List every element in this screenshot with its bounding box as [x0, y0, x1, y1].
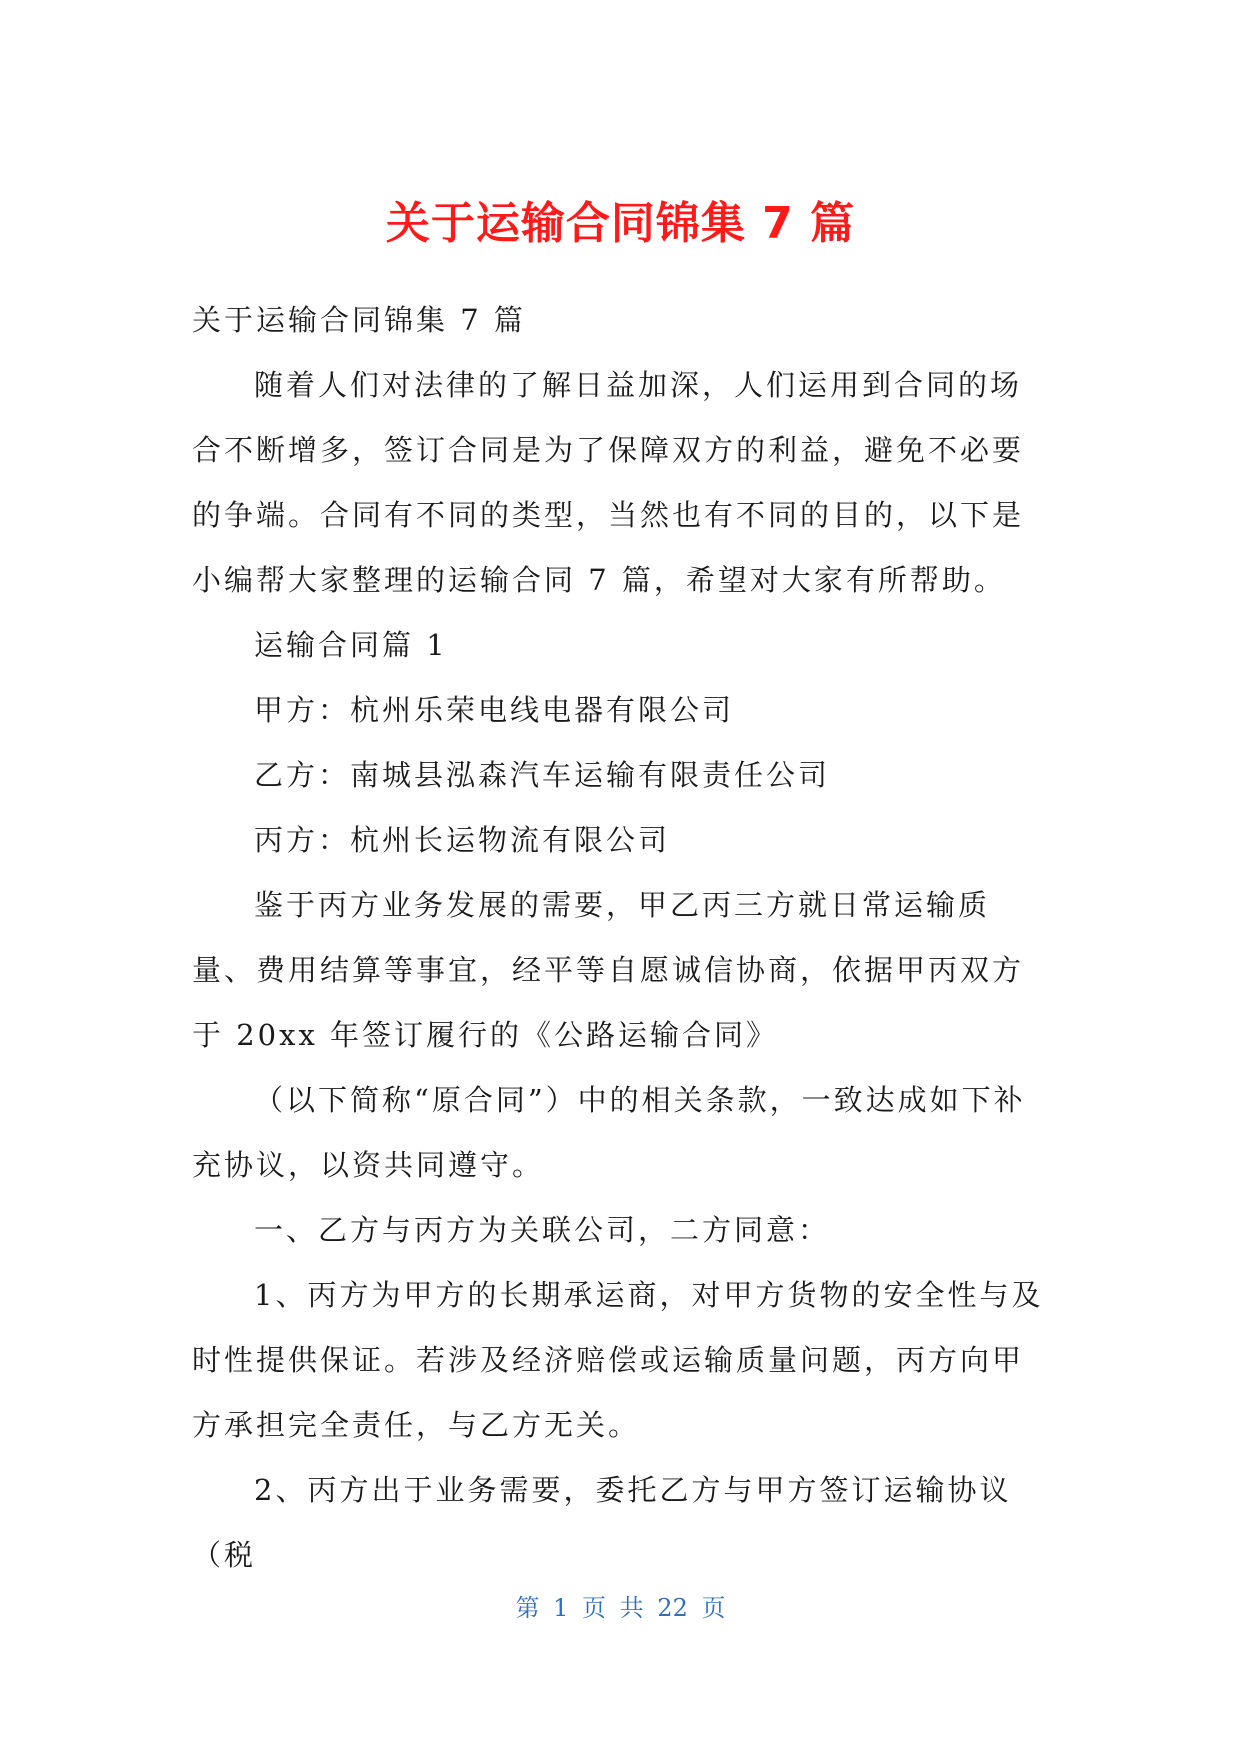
- party-b-line: 乙方：南城县泓森汽车运输有限责任公司: [254, 758, 831, 792]
- page-number-footer: 第 1 页 共 22 页: [515, 1594, 726, 1622]
- party-a-line: 甲方：杭州乐荣电线电器有限公司: [254, 693, 735, 727]
- clause-heading: 一、乙方与丙方为关联公司，二方同意：: [254, 1213, 831, 1247]
- party-c-line: 丙方：杭州长运物流有限公司: [254, 823, 671, 857]
- document-body: [192, 288, 1052, 1588]
- section-heading: 运输合同篇 1: [254, 628, 448, 662]
- clause-item: 2、丙方出于业务需要，委托乙方与甲方签订运输协议（税: [192, 1473, 1012, 1572]
- clause-item: 1、丙方为甲方的长期承运商，对甲方货物的安全性与及时性提供保证。若涉及经济赔偿或运输质量问题，丙方向甲方承担完全责任，与乙方无关。: [192, 1278, 1044, 1442]
- body-paragraph: 鉴于丙方业务发展的需要，甲乙丙三方就日常运输质量、费用结算等事宜，经平等自愿诚信协商，依据甲丙双方于 20xx 年签订履行的《公路运输合同》: [192, 888, 1025, 1052]
- body-paragraph: 随着人们对法律的了解日益加深，人们运用到合同的场合不断增多，签订合同是为了保障双方的利益，避免不必要的争端。合同有不同的类型，当然也有不同的目的，以下是小编帮大家整理的运输合同 7 篇，希望对大家有所帮助。: [192, 368, 1025, 597]
- body-paragraph: （以下简称“原合同”）中的相关条款，一致达成如下补充协议，以资共同遵守。: [192, 1083, 1026, 1182]
- body-paragraph: 关于运输合同锦集 7 篇: [192, 303, 526, 337]
- document-title: 关于运输合同锦集 7 篇: [385, 198, 856, 249]
